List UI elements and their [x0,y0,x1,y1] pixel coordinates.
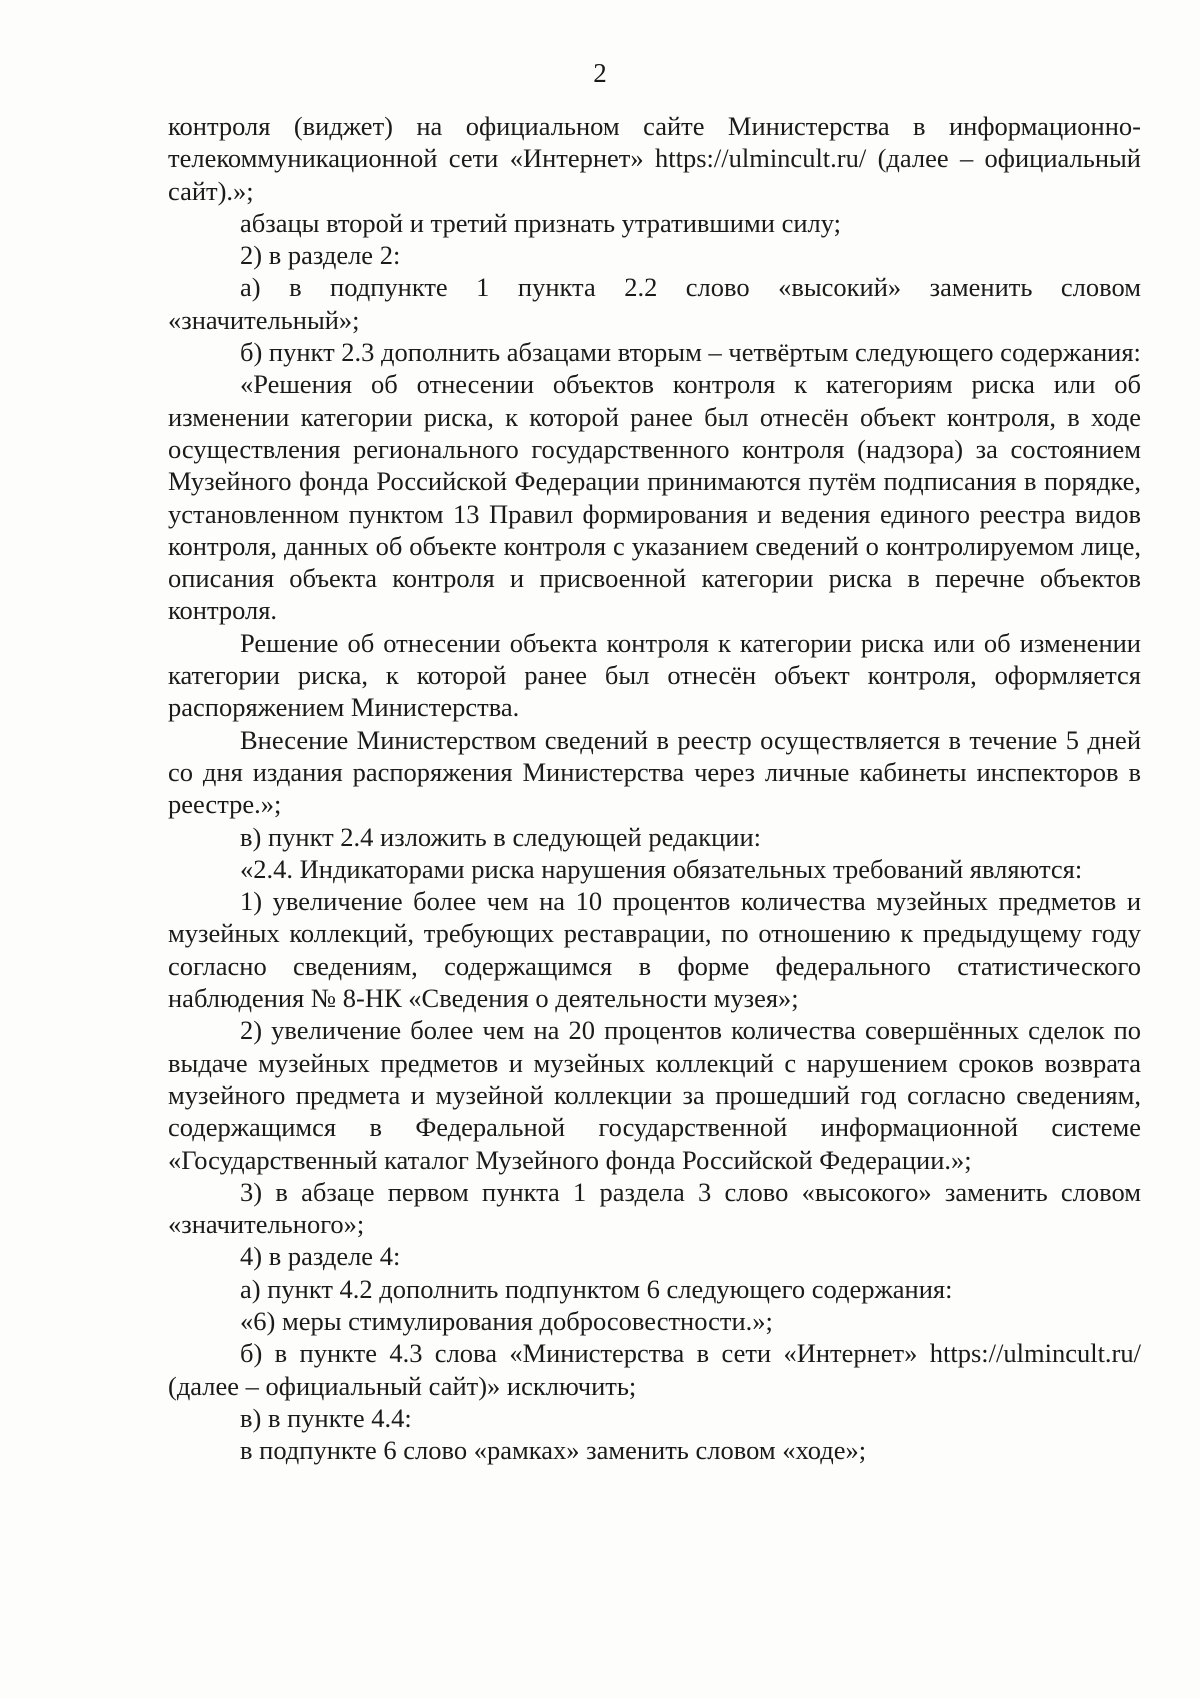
paragraph-4-2-item-6: «6) меры стимулирования добросовестности.»; [240,1305,773,1336]
page-number: 2 [593,58,607,88]
paragraph-2-4-new-edition: в) пункт 2.4 изложить в следующей редакции: [240,821,762,852]
paragraph-section-3-replace: 3) в абзаце первом пункта 1 раздела 3 слово «высокого» заменить словом «значительного»; [168,1176,1141,1240]
paragraph-4-4-sub-6: в подпункте 6 слово «рамках» заменить словом «ходе»; [240,1435,867,1466]
paragraph-registry-entry: Внесение Министерством сведений в реестр осуществляется в течение 5 дней со дня издания распоряжения Министерства через личные кабинеты инспекторов в реестре.»; [168,724,1141,820]
paragraph-4-4: в) в пункте 4.4: [240,1402,412,1433]
paragraph-paras-invalid: абзацы второй и третий признать утратившими силу; [240,207,841,238]
paragraph-2-3-amend: б) пункт 2.3 дополнить абзацами вторым – четвёртым следующего содержания: [240,337,1141,368]
paragraph-indicator-2: 2) увеличение более чем на 20 процентов количества совершённых сделок по выдаче музейных предметов и музейных коллекций с нарушением сроков возврата музейного предмета и музейной коллекции за прошедший год согласно сведениям, содержащимся в Федеральной государственной информационной системе «Государственный каталог Музейного фонда Российской Федерации.»; [168,1015,1141,1175]
document-body [168,110,1141,1466]
paragraph-indicator-1: 1) увеличение более чем на 10 процентов количества музейных предметов и музейных коллекций, требующих реставрации, по отношению к предыдущему году согласно сведениям, содержащимся в форме федерального статистического наблюдения № 8-НК «Сведения о деятельности музея»; [168,886,1141,1014]
paragraph-risk-decisions: «Решения об отнесении объектов контроля к категориям риска или об изменении категории риска, к которой ранее был отнесён объект контроля, в ходе осуществления регионального государственного контроля (надзора) за состоянием Музейного фонда Российской Федерации принимаются путём подписания в порядке, установленном пунктом 13 Правил формирования и ведения единого реестра видов контроля, данных об объекте контроля с указанием сведений о контролируемом лице, описания объекта контроля и присвоенной категории риска в перечне объектов контроля. [168,369,1141,626]
paragraph-4-3-exclude: б) в пункте 4.3 слова «Министерства в сети «Интернет» https://ulmincult.ru/ (далее – официальный сайт)» исключить; [168,1338,1141,1401]
paragraph-risk-decision-order: Решение об отнесении объекта контроля к категории риска или об изменении категории риска, к которой ранее был отнесён объект контроля, оформляется распоряжением Министерства. [168,627,1141,723]
paragraph-section-4: 4) в разделе 4: [240,1241,401,1272]
paragraph-2-2-high-replace: а) в подпункте 1 пункта 2.2 слово «высокий» заменить словом «значительный»; [168,272,1141,335]
paragraph-section-2: 2) в разделе 2: [240,240,401,271]
paragraph-4-2-add: а) пункт 4.2 дополнить подпунктом 6 следующего содержания: [240,1273,953,1304]
paragraph-risk-indicators: «2.4. Индикаторами риска нарушения обязательных требований являются: [240,853,1083,884]
paragraph-widget-continuation: контроля (виджет) на официальном сайте Министерства в информационно-телекоммуникационной сети «Интернет» https://ulmincult.ru/ (далее – официальный сайт).»; [168,111,1141,206]
